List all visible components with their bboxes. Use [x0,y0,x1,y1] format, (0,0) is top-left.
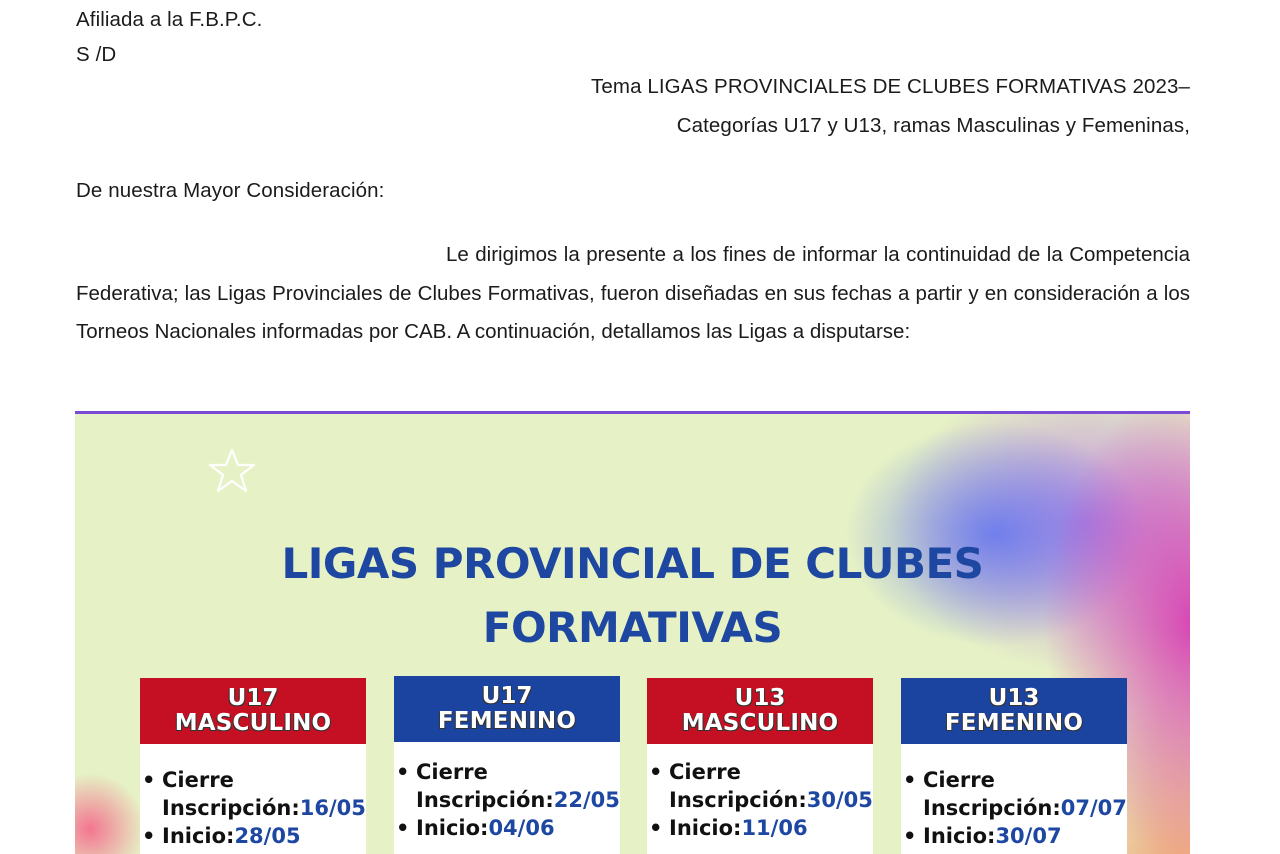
card-list [647,758,873,842]
inscription-label: Inscripción: [162,796,300,820]
inscription-date: 30/05 [806,788,873,812]
close-label: Cierre [416,760,488,784]
inscription-label: Inscripción: [416,788,554,812]
start-item [162,822,366,850]
card-list [394,758,620,842]
start-date: 28/05 [234,824,301,848]
card-branch: FEMENINO [437,708,577,734]
subject-line-1: Tema LIGAS PROVINCIALES DE CLUBES FORMATIVAS 2023– [591,75,1190,98]
card-header [394,676,620,742]
address-line-sd: S /D [76,43,117,66]
card-category: U17 [227,685,279,711]
start-item [416,814,620,842]
salutation: De nuestra Mayor Consideración: [76,179,385,202]
card-u13-masculino [647,678,873,854]
card-branch: MASCULINO [681,710,839,736]
body-text: Le dirigimos la presente a los fines de informar la continuidad de la Competencia Federativa; las Ligas Provinciales de Clubes Formativas, fueron diseñadas en sus fechas a partir y en consideración a los Torneos Nacionales informadas por CAB. A continuación, detallamos las Ligas a disputarse: [76,243,1190,343]
start-label: Inicio: [923,824,996,848]
inscription-label: Inscripción: [923,796,1061,820]
card-u17-femenino [394,676,620,854]
close-item [669,758,873,814]
close-item [416,758,620,814]
address-line-affiliation: Afiliada a la F.B.P.C. [76,8,263,31]
flyer-title-line-1: LIGAS PROVINCIAL DE CLUBES [281,539,984,588]
card-u17-masculino [140,678,366,854]
inscription-date: 07/07 [1060,796,1127,820]
start-label: Inicio: [162,824,235,848]
card-header [901,678,1127,744]
close-item [923,766,1127,822]
close-item [162,766,366,822]
start-label: Inicio: [416,816,489,840]
start-date: 04/06 [488,816,555,840]
leagues-flyer [75,411,1190,854]
card-category: U13 [988,685,1040,711]
card-header [140,678,366,744]
inscription-date: 16/05 [299,796,366,820]
start-item [923,822,1127,850]
close-label: Cierre [669,760,741,784]
card-branch: FEMENINO [944,710,1084,736]
close-label: Cierre [162,768,234,792]
close-label: Cierre [923,768,995,792]
start-date: 30/07 [995,824,1062,848]
inscription-date: 22/05 [553,788,620,812]
card-u13-femenino [901,678,1127,854]
inscription-label: Inscripción: [669,788,807,812]
body-paragraph [76,236,1190,352]
card-list [140,766,366,850]
card-header [647,678,873,744]
card-category: U13 [734,685,786,711]
card-list [901,766,1127,850]
subject-line-2: Categorías U17 y U13, ramas Masculinas y Femeninas, [676,114,1190,137]
card-branch: MASCULINO [174,710,332,736]
start-date: 11/06 [741,816,808,840]
star-icon [208,447,256,495]
flyer-title-line-2: FORMATIVAS [482,603,783,652]
start-label: Inicio: [669,816,742,840]
card-category: U17 [481,683,533,709]
start-item [669,814,873,842]
